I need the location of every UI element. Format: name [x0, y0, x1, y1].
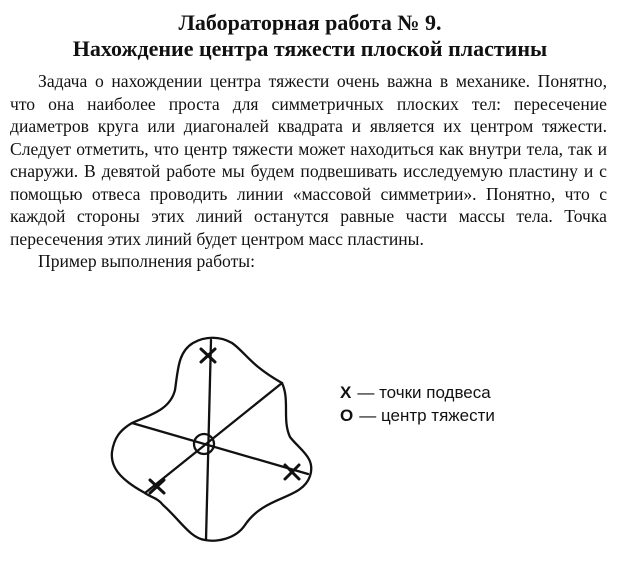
paragraph: Пример выполнения работы:: [38, 251, 256, 271]
legend-text: — точки подвеса: [357, 383, 491, 402]
paragraph: Задача о нахождении центра тяжести очень важна в механике. Понятно, что она наиболее проста для симметричных плоских тел: пересечение диаметров круга или диагоналей квадрата и является их центром тяжести. Следует отметить, что центр тяжести может находиться как внутри тела, так и снаружи. В девятой работе мы будем подвешивать исследуемую пластину и с помощью отвеса проводить линии «массовой симметрии». Понятно, что с каждой стороны этих линий останутся равные части массы тела. Точка пересечения этих линий будет центром масс пластины.: [10, 71, 607, 249]
lab-subtitle: Нахождение центра тяжести плоской пластины: [72, 36, 548, 61]
legend-center: [340, 406, 495, 426]
legend-symbol: X: [340, 383, 352, 402]
plumb-line-2: [132, 423, 308, 474]
legend-text: — центр тяжести: [359, 406, 495, 425]
legend-suspension: [340, 383, 491, 403]
legend-symbol: O: [340, 406, 354, 425]
plumb-line-3: [145, 383, 282, 493]
lab-title: Лабораторная работа № 9.: [178, 10, 442, 35]
